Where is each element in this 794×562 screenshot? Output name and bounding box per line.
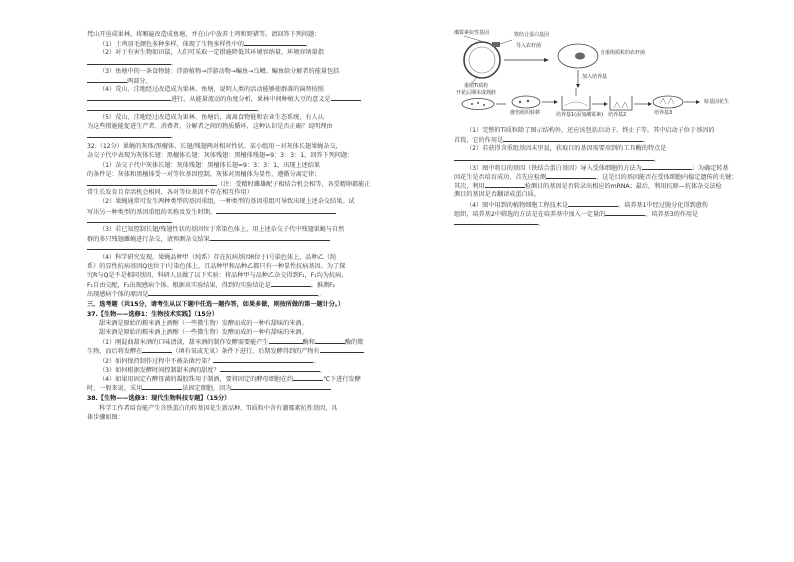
line-text: （2）果蝇通常可发生两种类型的基因重组，一种类型的基因重组可导致出现上述杂交结果。试 <box>99 198 355 206</box>
answer-blank[interactable] <box>87 104 257 111</box>
answer-blank[interactable] <box>142 346 172 353</box>
line-text: （1）完整的Ti质粒除了图示结构外，还应该包括启动子、终止子等，其中启动子位于基因的 <box>466 127 715 134</box>
line-text-after: 进行。从能量流动的角度分析，果林中间种植大豆的意义是 <box>171 96 331 104</box>
figure-label: 培养基2 <box>608 112 627 118</box>
line-text-after: 。 <box>538 219 545 227</box>
text-line <box>87 328 424 337</box>
figure-label: 重组Ti质粒 <box>464 83 489 89</box>
line-text-after: 酶和 <box>302 339 315 347</box>
text-line <box>454 218 760 227</box>
answer-blank[interactable] <box>87 216 171 223</box>
answer-blank[interactable] <box>213 356 313 363</box>
line-text: F₁自由交配，F₂出现感病个体。根据该实验结果，得到的实验结论是 <box>87 282 271 290</box>
line-text: 群的多只残翅雌蝇进行杂交，请预测杂交结果 <box>87 236 210 244</box>
line-text: 系）的显性抗病基因Q也位于Ⅰ号染色体上，且品种甲和品种乙都只有一种显性抗病基因。为了探 <box>87 262 346 270</box>
text-line <box>454 144 760 153</box>
answer-blank[interactable] <box>320 346 364 353</box>
line-text: 为这些措施能促进生产者、消费者、分解者之间的物质循环，这种认识是否正确？说明理由 <box>87 122 333 130</box>
text-line <box>87 216 424 225</box>
line-text: 究R与Q是不是相同基因，科研人员做了以下实验：将品种甲与品种乙杂交得到F₁，F₁均为抗病， <box>87 271 348 279</box>
line-text: （2）对于有害生物如田鼠，人们可采取一定措施降低其环境容纳量，环境容纳量指 <box>99 49 324 57</box>
line-text-after: 。 <box>319 366 326 374</box>
text-line <box>454 181 760 190</box>
line-text-after: 法固定细胞，因为 <box>182 385 232 393</box>
text-line <box>87 337 424 346</box>
text-line <box>454 209 760 218</box>
line-text: （1）杂交子代中灰体长翅：灰体残翅：黑檀体长翅=9：3：3：1，出现上述结果 <box>99 161 320 169</box>
right-column-text <box>454 126 760 227</box>
answer-blank[interactable] <box>87 58 171 65</box>
line-text-after: 。 <box>171 245 178 253</box>
answer-blank[interactable] <box>87 179 217 186</box>
answer-blank[interactable] <box>293 374 323 381</box>
transgenic-peanut-figure <box>454 30 760 122</box>
text-line <box>87 356 424 365</box>
line-text-after: ，培养基3的作用是 <box>645 210 699 218</box>
answer-blank[interactable] <box>546 172 596 179</box>
line-text: 的条件是：灰体和黑檀体受一对等位基因控制，灰体对黑檀体为显性，遵循分离定律； <box>87 170 321 178</box>
line-text: （3）图中将目的基因（铁结合蛋白基因）导入受体细胞的方法为 <box>466 164 642 172</box>
line-text-after: 。 <box>313 357 320 365</box>
text-line <box>87 280 424 289</box>
line-text-after: ，这是目的基因能否在受体细胞内稳定遗传的关键； <box>596 173 738 181</box>
line-text-after: 。 <box>318 291 325 299</box>
text-line <box>87 58 424 67</box>
text-line <box>454 154 760 163</box>
line-text: 甜米酒是原始的粮米酒上酒醇（一些微生物）发酵而成的一种有甜味的米酒。 <box>99 319 308 327</box>
text-line <box>87 383 424 392</box>
text-line <box>87 131 424 140</box>
line-text-after: （填有氧或无氧）条件下进行，后期发酵得到的产物有 <box>172 348 320 356</box>
figure-label: 含重组质粒的农杆菌 <box>600 50 646 56</box>
text-line <box>87 234 424 243</box>
line-text: 生物，而后将发酵在 <box>87 348 143 356</box>
text-line <box>87 67 424 76</box>
line-text: 其次，利用 <box>454 183 485 191</box>
answer-blank[interactable] <box>454 154 654 161</box>
left-column <box>87 30 424 422</box>
answer-blank[interactable] <box>87 94 171 101</box>
line-text-after: 酶的微 <box>344 339 364 347</box>
line-text-after: 两部分。 <box>127 77 152 85</box>
figure-label: 愈伤组织转移 <box>510 110 541 116</box>
text-line <box>454 126 760 135</box>
answer-blank[interactable] <box>231 383 331 390</box>
figure-label: 导入农杆菌 <box>516 43 542 49</box>
line-text: 体步骤如图： <box>87 413 124 421</box>
line-text: 37.【生物——选修1：生物技术实践】（15分） <box>87 310 218 318</box>
text-line <box>87 122 424 131</box>
answer-blank[interactable] <box>210 234 330 241</box>
answer-blank[interactable] <box>142 383 182 390</box>
figure-label: 潮霉素抗性基因 <box>454 30 490 36</box>
text-line <box>454 190 760 199</box>
figure-label: 培养基3 <box>654 110 673 116</box>
line-text: 38.【生物——选修3：现代生物科技专题】（15分） <box>87 395 231 403</box>
text-line <box>87 30 424 39</box>
text-line <box>87 262 424 271</box>
line-text: 因花生是否培育成功，首先应检测 <box>454 173 547 181</box>
text-line <box>87 253 424 262</box>
line-text-after: ；为确定转基 <box>691 164 729 172</box>
text-line <box>87 76 424 85</box>
answer-blank[interactable] <box>331 94 361 101</box>
answer-blank[interactable] <box>568 200 618 207</box>
line-text-after: 。培养基1中经过脱分化得到愈伤 <box>618 201 708 209</box>
text-line <box>87 170 424 179</box>
text-line <box>87 300 424 309</box>
answer-blank[interactable] <box>220 365 320 372</box>
text-line <box>87 188 424 197</box>
answer-blank[interactable] <box>315 337 345 344</box>
answer-blank[interactable] <box>269 337 303 344</box>
text-line <box>454 200 760 209</box>
answer-blank[interactable] <box>454 218 538 225</box>
text-line <box>87 319 424 328</box>
line-text: （3）如何根据发酵时间控制甜米酒的甜度？ <box>99 366 220 374</box>
text-line <box>87 271 424 280</box>
line-text: （3）鱼塘中的一条食物链：浮游植物→浮游动物→鳊鱼→乌鳢。鳊鱼给分解者的能量包括 <box>99 67 340 75</box>
text-line <box>87 94 424 103</box>
text-line <box>87 39 424 48</box>
line-text: 常生长发育且存活机会相同，各对等位基因不存在相互作用） <box>87 189 253 197</box>
text-line <box>87 404 424 413</box>
line-text: 杂交子代中表现为灰体长翅：黑檀体长翅：灰体残翅：黑檀体残翅=9：3：3：1，回答下列问题： <box>87 152 354 160</box>
line-text: （2）若获得含重组基因未里县，获取目的基因需要用到的工具酶的特点是 <box>466 145 667 153</box>
text-line <box>87 346 424 355</box>
line-text: 出现感病个体的原因是 <box>87 291 149 299</box>
text-line <box>87 207 424 216</box>
answer-blank[interactable] <box>244 39 306 46</box>
line-text-after: （注：受精时雌雄配子相结合机会相等，各受精卵都能正 <box>217 181 371 188</box>
text-line <box>87 394 424 403</box>
figure-label: 开花后期未成熟胚 <box>456 90 497 96</box>
answer-blank[interactable] <box>271 280 311 287</box>
line-text: （4）荒山、洼地经过改造成为果林、鱼塘，说明人类的活动能够使群落的演替按照 <box>99 86 324 94</box>
line-text: 甜米酒是原始的粮米酒上酒醇（一些微生物）发酵而成的一种有甜味的米酒。 <box>99 329 308 336</box>
line-text: 科学工作者培育能产生含铁蛋白的转基因花生新品种，Ti质粒中含有潮霉素抗性基因，具 <box>99 404 338 412</box>
text-line <box>87 85 424 94</box>
line-text: （4）图中用到的植物细胞工程技术是 <box>466 201 569 209</box>
line-text: （4）科学研究发现，果蝇品种甲（纯系）存在抗病基因R位于Ⅰ号染色体上，品种乙（纯 <box>99 253 336 261</box>
text-line <box>87 197 424 206</box>
line-text-after: 。推测F₂ <box>310 282 336 290</box>
line-text: （3）若已知控制长翅/残翅性状的基因位于常染色体上，用上述杂交子代中残翅果蝇与自然 <box>99 225 345 233</box>
answer-blank[interactable] <box>605 209 645 216</box>
text-line <box>87 142 424 151</box>
line-text: 三、选考题（共15分，请考生从以下题中任选一题作答，如果多做，则按所做的第一题计分。） <box>87 301 345 309</box>
answer-blank[interactable] <box>87 131 171 138</box>
line-text: 测目的基因是否翻译成蛋白质。 <box>454 191 540 199</box>
line-text-after: 检测目的基因是否转录出相应的mRNA；最后，利用抗原—抗体杂交法检 <box>524 183 722 191</box>
line-text: 32.（12分）果蝇的灰体/黑檀体、长翅/残翅两对相对性状。某小组用一对灰体长翅果蝇杂交， <box>87 143 342 151</box>
text-line <box>87 179 424 188</box>
line-text: （5）荒山、洼地经过改造成为果林、鱼塘后，离离食物链和农业生态系统，有人认 <box>99 113 324 121</box>
right-column <box>454 30 760 227</box>
text-line <box>87 113 424 122</box>
line-text-after: 。 <box>643 137 650 145</box>
line-text-after: 。 <box>654 155 661 163</box>
figure-label: 铁结合蛋白基因 <box>514 32 550 38</box>
text-line <box>454 163 760 172</box>
answer-blank[interactable] <box>148 289 318 296</box>
line-text: 写出另一种类型的基因重组的名称及发生时期。 <box>87 208 216 216</box>
figure-label: 培养基1(添加潮霉素) <box>556 112 604 118</box>
line-text: （2）如何保持制作过程中不被杂菌污染？ <box>99 357 214 365</box>
text-line <box>87 225 424 234</box>
text-line <box>87 413 424 422</box>
line-text: 首段，它的作用是 <box>454 137 504 145</box>
line-text: （4）如果用固定有酵母菌的凝胶珠用于制酒，要将固定的酵母细胞在约 <box>99 375 294 383</box>
text-line <box>454 135 760 144</box>
text-line <box>87 310 424 319</box>
line-text: 时，一般来说，采用 <box>87 385 143 393</box>
text-line <box>87 365 424 374</box>
answer-blank[interactable] <box>485 181 525 188</box>
text-line <box>454 172 760 181</box>
answer-blank[interactable] <box>87 76 127 83</box>
line-text: （1）土鸡羽毛颜色多种多样，体现了生物多样性中的 <box>99 41 245 49</box>
text-line <box>87 374 424 383</box>
answer-blank[interactable] <box>642 163 692 170</box>
text-line <box>87 243 424 252</box>
text-line <box>87 161 424 170</box>
figure-label: 加入培养基 <box>582 74 608 80</box>
line-text: 组织，培养基2中筛选的方法是在培养基中加入一定量的 <box>454 210 606 218</box>
answer-blank[interactable] <box>503 135 643 142</box>
line-text: 梵山开垦成果林，将厢遍改造成鱼塘，并在山中放养土鸡和野猪等。请回答下列问题： <box>87 31 321 38</box>
line-text: （1）刚混曲甜米酒的口味清淡，甜米酒的制作发酵需要能产生 <box>99 339 269 347</box>
text-line <box>87 104 424 113</box>
line-text-after: 。 <box>171 217 178 225</box>
line-text-after: 。 <box>257 105 264 113</box>
text-line <box>87 151 424 160</box>
line-text-after: 。 <box>306 41 313 49</box>
answer-blank[interactable] <box>87 243 171 250</box>
line-text-after: 。 <box>171 59 178 67</box>
line-text-after: ℃下进行发酵 <box>323 375 361 383</box>
text-line <box>87 289 424 298</box>
line-text-after: 。 <box>171 133 178 141</box>
text-line <box>87 48 424 57</box>
answer-blank[interactable] <box>216 207 336 214</box>
figure-label: 转基因花生 <box>704 99 730 105</box>
